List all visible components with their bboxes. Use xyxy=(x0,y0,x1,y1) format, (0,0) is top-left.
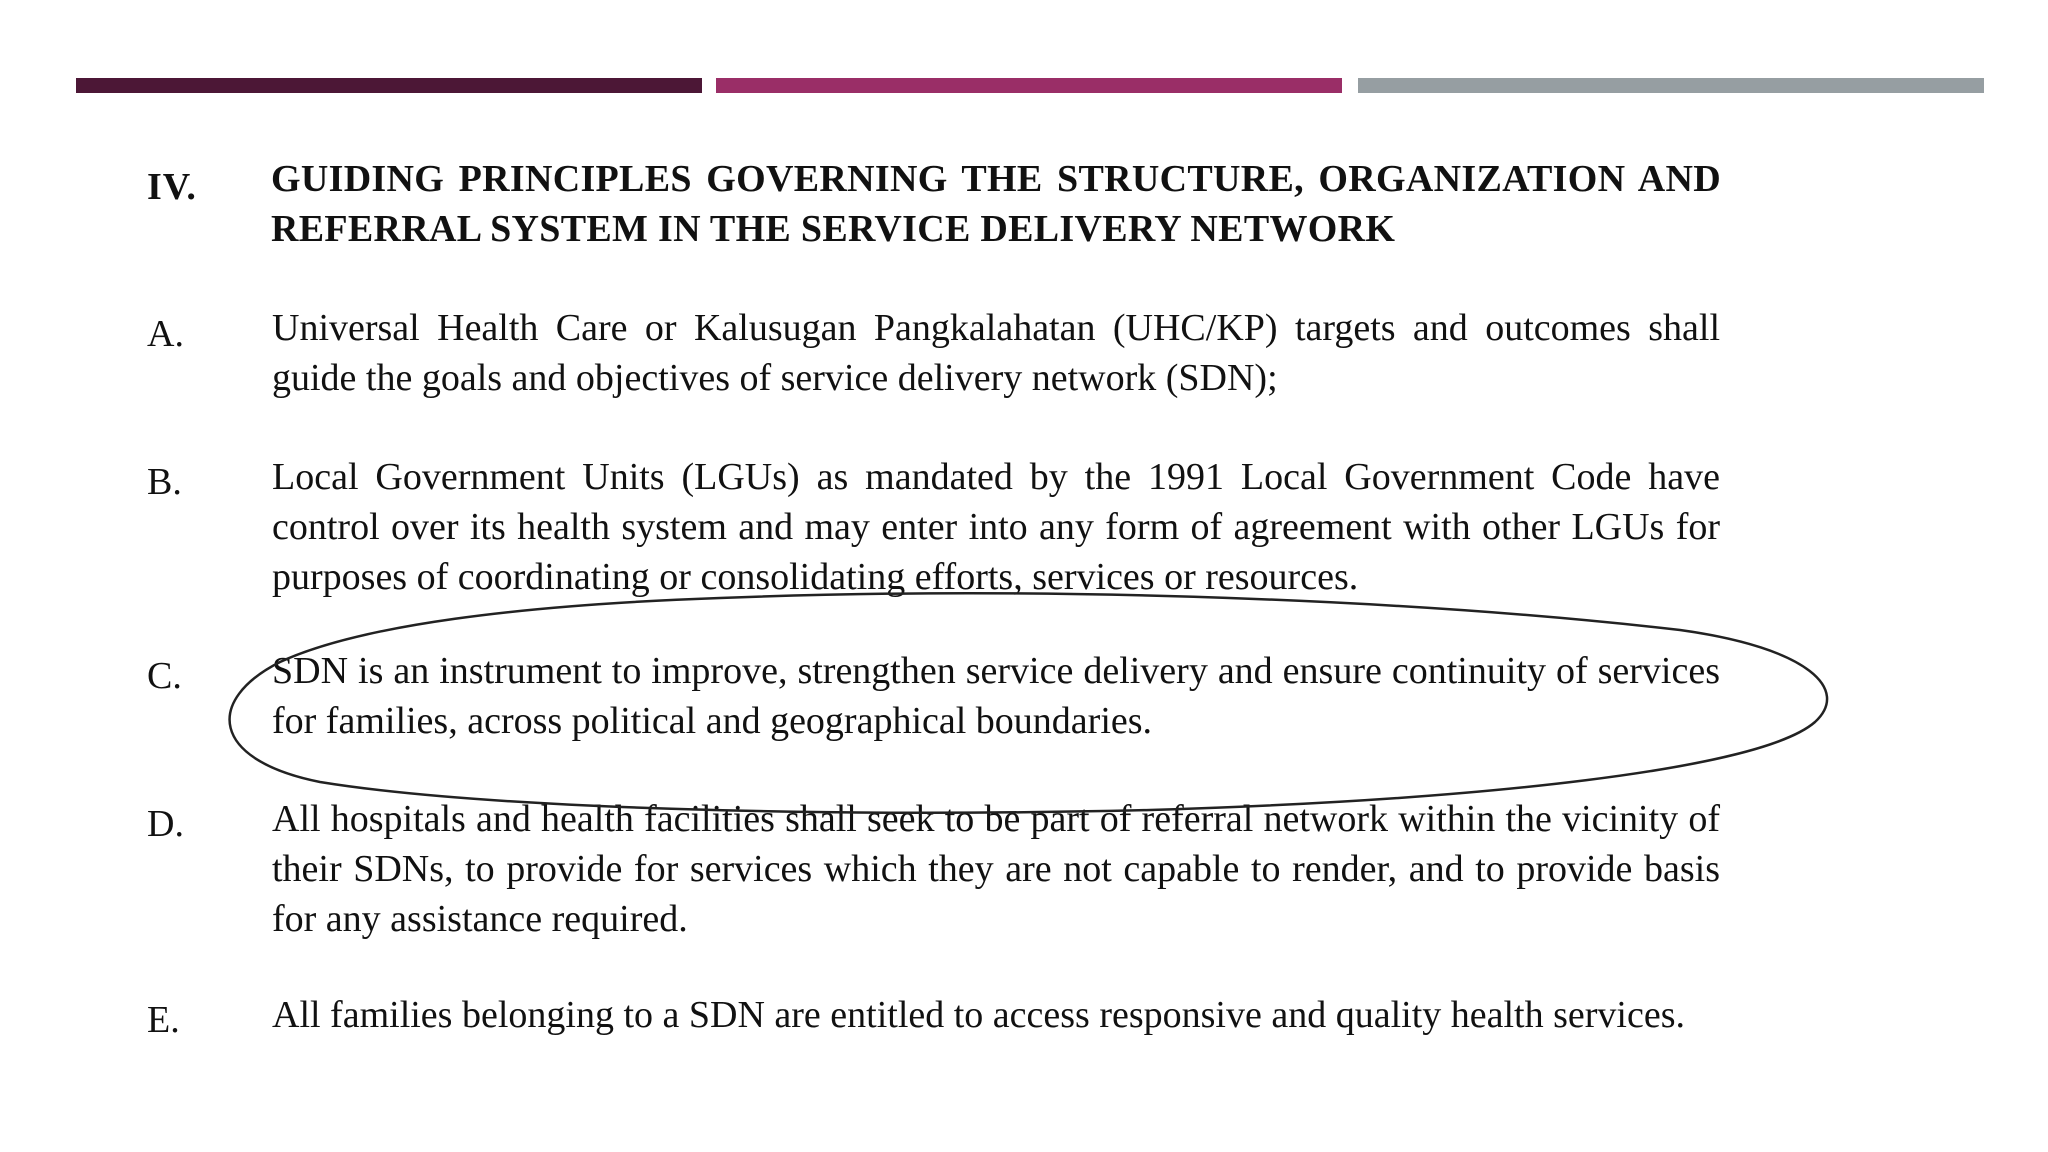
item-letter-a: A. xyxy=(147,313,184,355)
item-text-c: SDN is an instrument to improve, strengthen service delivery and ensure continuity of services for families, across political and geographical boundaries. xyxy=(272,650,1720,742)
item-letter-b: B. xyxy=(147,461,182,503)
item-letter-c: C. xyxy=(147,655,182,697)
item-text-e: All families belonging to a SDN are entitled to access responsive and quality health services. xyxy=(272,994,1685,1036)
item-text-a: Universal Health Care or Kalusugan Pangkalahatan (UHC/KP) targets and outcomes shall guide the goals and objectives of service delivery network (SDN); xyxy=(272,307,1720,399)
section-number: IV. xyxy=(147,166,197,208)
item-letter-e: E. xyxy=(147,999,180,1041)
section-title: GUIDING PRINCIPLES GOVERNING THE STRUCTURE, ORGANIZATION AND REFERRAL SYSTEM IN THE SERVICE DELIVERY NETWORK xyxy=(271,158,1721,250)
item-text-b: Local Government Units (LGUs) as mandated by the 1991 Local Government Code have control over its health system and may enter into any form of agreement with other LGUs for purposes of coordinating or consolidating efforts, services or resources. xyxy=(272,456,1720,598)
item-letter-d: D. xyxy=(147,803,184,845)
item-text-d: All hospitals and health facilities shall seek to be part of referral network within the vicinity of their SDNs, to provide for services which they are not capable to render, and to provide basis for any assistance required. xyxy=(272,798,1720,940)
